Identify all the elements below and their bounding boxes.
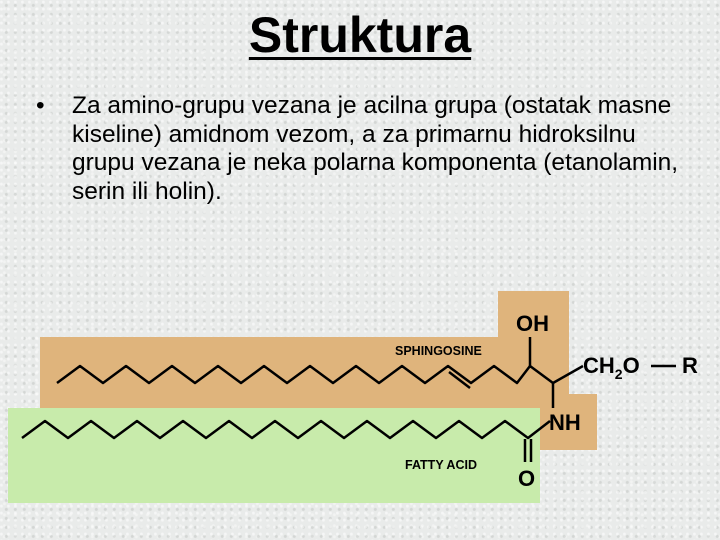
- sphingosine-label: SPHINGOSINE: [395, 344, 482, 358]
- r-label: R: [682, 353, 698, 378]
- slide-title: Struktura: [248, 7, 472, 63]
- nh-label: NH: [549, 410, 581, 435]
- ch2o-label: $CH_2O$: [583, 353, 640, 382]
- fatty-acid-label: FATTY ACID: [405, 458, 477, 472]
- bullet-text: Za amino-grupu vezana je acilna grupa (ostatak masne kiseline) amidnom vezom, a za primarnu hidroksilnu grupu vezana je neka polarna komponenta (etanolamin, serin ili holin).: [72, 92, 679, 205]
- o-label: O: [518, 466, 536, 491]
- bullet-symbol: •: [36, 92, 45, 119]
- oh-label: OH: [516, 311, 549, 336]
